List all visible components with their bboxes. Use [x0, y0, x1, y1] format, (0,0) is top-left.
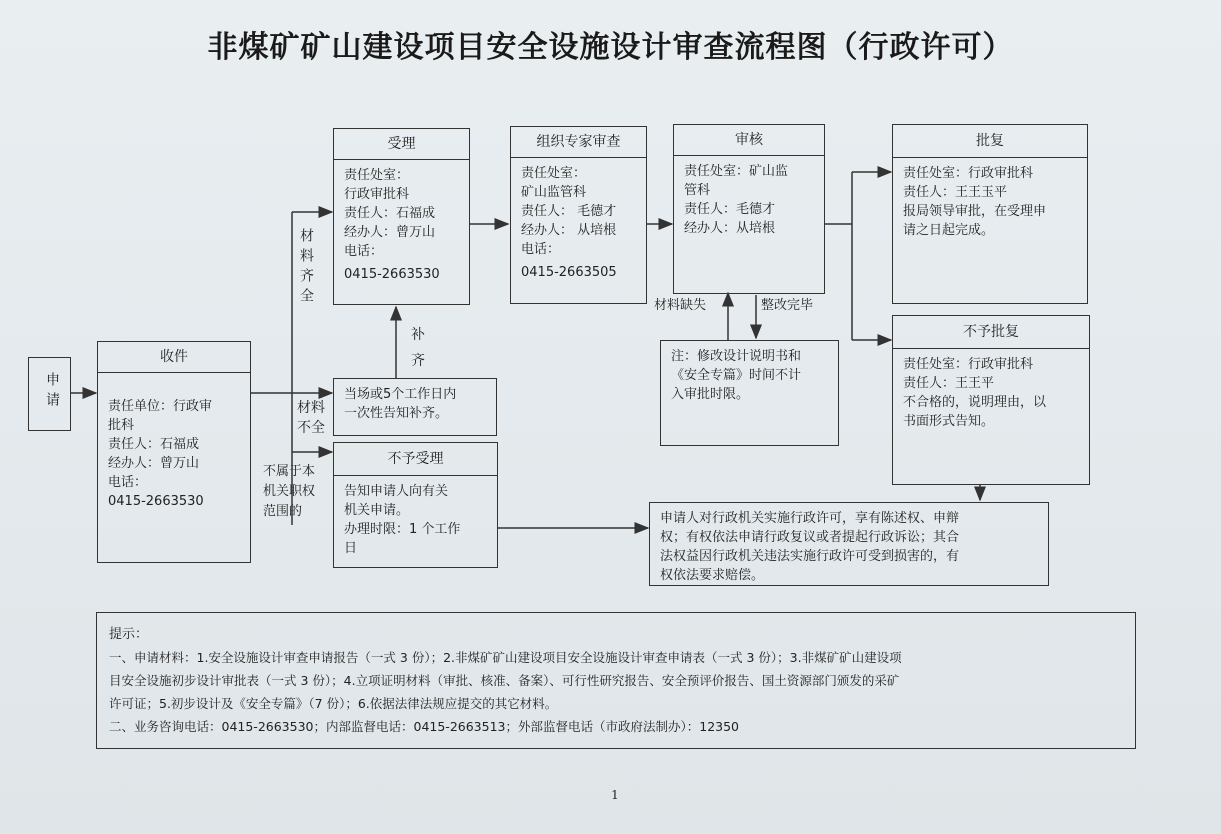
reject-box	[892, 315, 1090, 485]
accept-line: 经办人：曾万山	[344, 225, 436, 240]
reject-line: 责任处室：行政审批科	[903, 357, 1034, 372]
tips-line: 许可证；5.初步设计及《安全专篇》（7 份）；6.依据法律法规应提交的其它材料。	[109, 696, 558, 711]
supplement-line: 一次性告知补齐。	[344, 406, 449, 421]
receive-line: 经办人：曾万山	[108, 456, 200, 471]
reject-line: 责任人：王王平	[903, 376, 995, 391]
note-line: 注：修改设计说明书和	[671, 349, 802, 364]
accept-line: 责任处室：	[344, 168, 410, 183]
expert-review-line: 矿山监管科	[521, 185, 587, 200]
tips-line: 二、业务咨询电话：0415-2663530；内部监督电话：0415-2663513；外部监督电话（市政府法制办）：12350	[109, 719, 740, 734]
approve-line: 责任人：王王玉平	[903, 185, 1008, 200]
rights-box	[649, 502, 1049, 586]
reject-header: 不予批复	[893, 316, 1089, 349]
expert-review-box	[510, 126, 647, 304]
not-accept-line: 告知申请人向有关	[344, 484, 449, 499]
rights-line: 权依法要求赔偿。	[660, 568, 765, 583]
expert-review-line: 经办人： 从培根	[521, 223, 617, 238]
receive-header: 收件	[98, 342, 250, 373]
accept-header: 受理	[334, 129, 469, 160]
apply-label: 申请	[44, 372, 60, 412]
page-title: 非煤矿矿山建设项目安全设施设计审查流程图（行政许可）	[207, 30, 1014, 65]
approve-line: 责任处室：行政审批科	[903, 166, 1034, 181]
not-accept-line: 机关申请。	[344, 503, 410, 518]
tips-line: 提示：	[109, 627, 149, 642]
label-materials-incomplete: 材料 不全	[297, 400, 325, 436]
reject-line: 书面形式告知。	[903, 414, 995, 429]
approve-line: 报局领导审批，在受理申	[903, 204, 1047, 219]
not-accept-header: 不予受理	[334, 443, 497, 476]
receive-line: 责任人：石福成	[108, 437, 200, 452]
audit-line: 管科	[684, 183, 711, 198]
page-number: 1	[611, 788, 619, 802]
audit-line: 责任处室：矿山监	[684, 164, 789, 179]
rights-line: 权；有权依法申请行政复议或者提起行政诉讼；其合	[660, 530, 960, 545]
accept-line: 电话：	[344, 244, 384, 259]
not-accept-box	[333, 442, 498, 568]
label-not-jurisdiction: 不属于本 机关职权 范围的	[263, 464, 316, 519]
receive-line: 责任单位：行政审	[108, 399, 213, 414]
audit-box	[673, 124, 825, 294]
apply-box	[28, 357, 71, 431]
receive-line: 电话：	[108, 475, 148, 490]
accept-line: 行政审批科	[344, 187, 410, 202]
expert-review-line: 电话：	[521, 242, 561, 257]
label-buqi: 补 齐	[411, 327, 425, 369]
expert-review-line: 责任处室：	[521, 166, 587, 181]
audit-header: 审核	[674, 125, 824, 156]
not-accept-line: 日	[344, 541, 358, 556]
audit-line: 责任人：毛德才	[684, 202, 776, 217]
audit-line: 经办人：从培根	[684, 221, 776, 236]
label-missing-materials: 材料缺失	[654, 298, 707, 313]
note-box	[660, 340, 839, 446]
expert-review-header: 组织专家审查	[511, 127, 646, 158]
not-accept-line: 办理时限：1 个工作	[344, 522, 461, 537]
tips-line: 一、申请材料：1.安全设施设计审查申请报告（一式 3 份）；2.非煤矿矿山建设项目安全设施设计审查申请表（一式 3 份）；3.非煤矿矿山建设项	[109, 650, 902, 665]
rights-line: 申请人对行政机关实施行政许可，享有陈述权、申辩	[660, 511, 960, 526]
reject-line: 不合格的，说明理由，以	[903, 395, 1047, 410]
approve-line: 请之日起完成。	[903, 223, 995, 238]
accept-line: 责任人：石福成	[344, 206, 436, 221]
expert-review-line: 0415-2663505	[521, 265, 617, 280]
approve-header: 批复	[893, 125, 1087, 158]
receive-box	[97, 341, 251, 563]
note-line: 入审批时限。	[671, 387, 750, 402]
label-rectified: 整改完毕	[761, 298, 814, 313]
rights-line: 法权益因行政机关违法实施行政许可受到损害的，有	[660, 549, 960, 564]
receive-line: 批科	[108, 418, 135, 433]
supplement-box	[333, 378, 497, 436]
tips-box	[96, 612, 1136, 749]
approve-box	[892, 124, 1088, 304]
expert-review-line: 责任人： 毛德才	[521, 204, 617, 219]
receive-line: 0415-2663530	[108, 494, 204, 509]
accept-line: 0415-2663530	[344, 267, 440, 282]
tips-line: 目安全设施初步设计审批表（一式 3 份）；4.立项证明材料（审批、核准、备案）、可行性研究报告、安全预评价报告、国土资源部门颁发的采矿	[109, 673, 900, 688]
label-materials-complete: 材料齐全	[298, 228, 314, 308]
accept-box	[333, 128, 470, 305]
supplement-line: 当场或5个工作日内	[344, 387, 457, 402]
note-line: 《安全专篇》时间不计	[671, 368, 802, 383]
